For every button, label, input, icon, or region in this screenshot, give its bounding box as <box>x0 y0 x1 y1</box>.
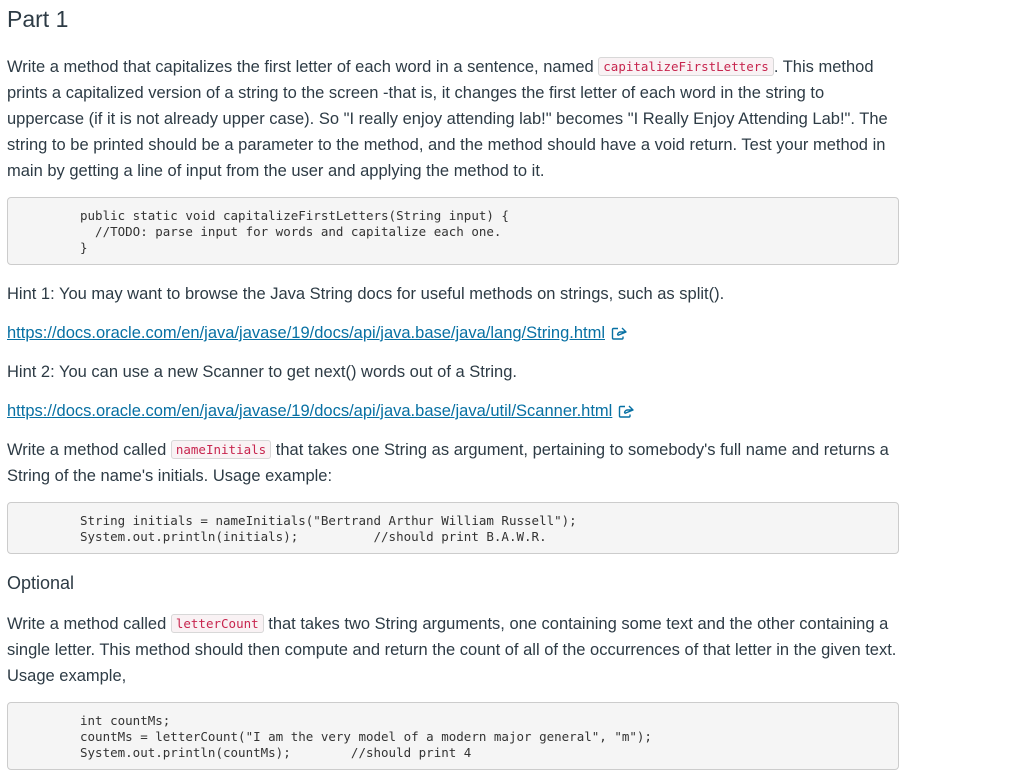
nameinitials-text-before: Write a method called <box>7 441 171 459</box>
nameinitials-code-block: String initials = nameInitials("Bertrand Arthur William Russell"); System.out.println(initials); //should print B.A.W.R. <box>7 502 899 554</box>
hint2-text: Hint 2: You can use a new Scanner to get next() words out of a String. <box>7 363 517 381</box>
nameinitials-instructions <box>7 437 899 489</box>
lettercount-text-after: that takes two String arguments, one containing some text and the other containing a single letter. This method should then compute and return the count of all of the occurrences of that letter in the given text. Usage example, <box>7 615 897 685</box>
hint1-link-line <box>7 320 899 346</box>
string-docs-link[interactable]: https://docs.oracle.com/en/java/javase/19/docs/api/java.base/java/lang/String.html <box>7 324 605 342</box>
assignment-page <box>7 0 899 770</box>
nameinitials-text-after: that takes one String as argument, pertaining to somebody's full name and returns a String of the name's initials. Usage example: <box>7 441 889 485</box>
external-link-icon[interactable] <box>618 404 635 419</box>
scanner-docs-link[interactable]: https://docs.oracle.com/en/java/javase/19/docs/api/java.base/java/util/Scanner.html <box>7 402 613 420</box>
capitalize-text-after: . This method prints a capitalized version of a string to the screen -that is, it changes the first letter of each word in the string to uppercase (if it is not already upper case). So "I really enjoy attending lab!" becomes "I Really Enjoy Attending Lab!". The string to be printed should be a parameter to the method, and the method should have a void return. Test your method in main by getting a line of input from the user and applying the method to it. <box>7 58 888 180</box>
hint2-link-line <box>7 398 899 424</box>
capitalize-code-block: public static void capitalizeFirstLetters(String input) { //TODO: parse input for words and capitalize each one. } <box>7 197 899 265</box>
lettercount-code-block: int countMs; countMs = letterCount("I am the very model of a modern major general", "m"); System.out.println(countMs); //should print 4 <box>7 702 899 770</box>
optional-heading: Optional <box>7 573 75 593</box>
hint1-text: Hint 1: You may want to browse the Java String docs for useful methods on strings, such as split(). <box>7 285 725 303</box>
external-link-icon[interactable] <box>611 326 628 341</box>
nameinitials-method-code: nameInitials <box>171 440 271 459</box>
capitalize-text-before: Write a method that capitalizes the first letter of each word in a sentence, named <box>7 58 599 76</box>
lettercount-method-code: letterCount <box>171 614 264 633</box>
part1-heading: Part 1 <box>7 6 69 32</box>
capitalize-instructions <box>7 54 899 184</box>
lettercount-text-before: Write a method called <box>7 615 171 633</box>
capitalize-method-code: capitalizeFirstLetters <box>598 57 774 76</box>
lettercount-instructions <box>7 611 899 689</box>
